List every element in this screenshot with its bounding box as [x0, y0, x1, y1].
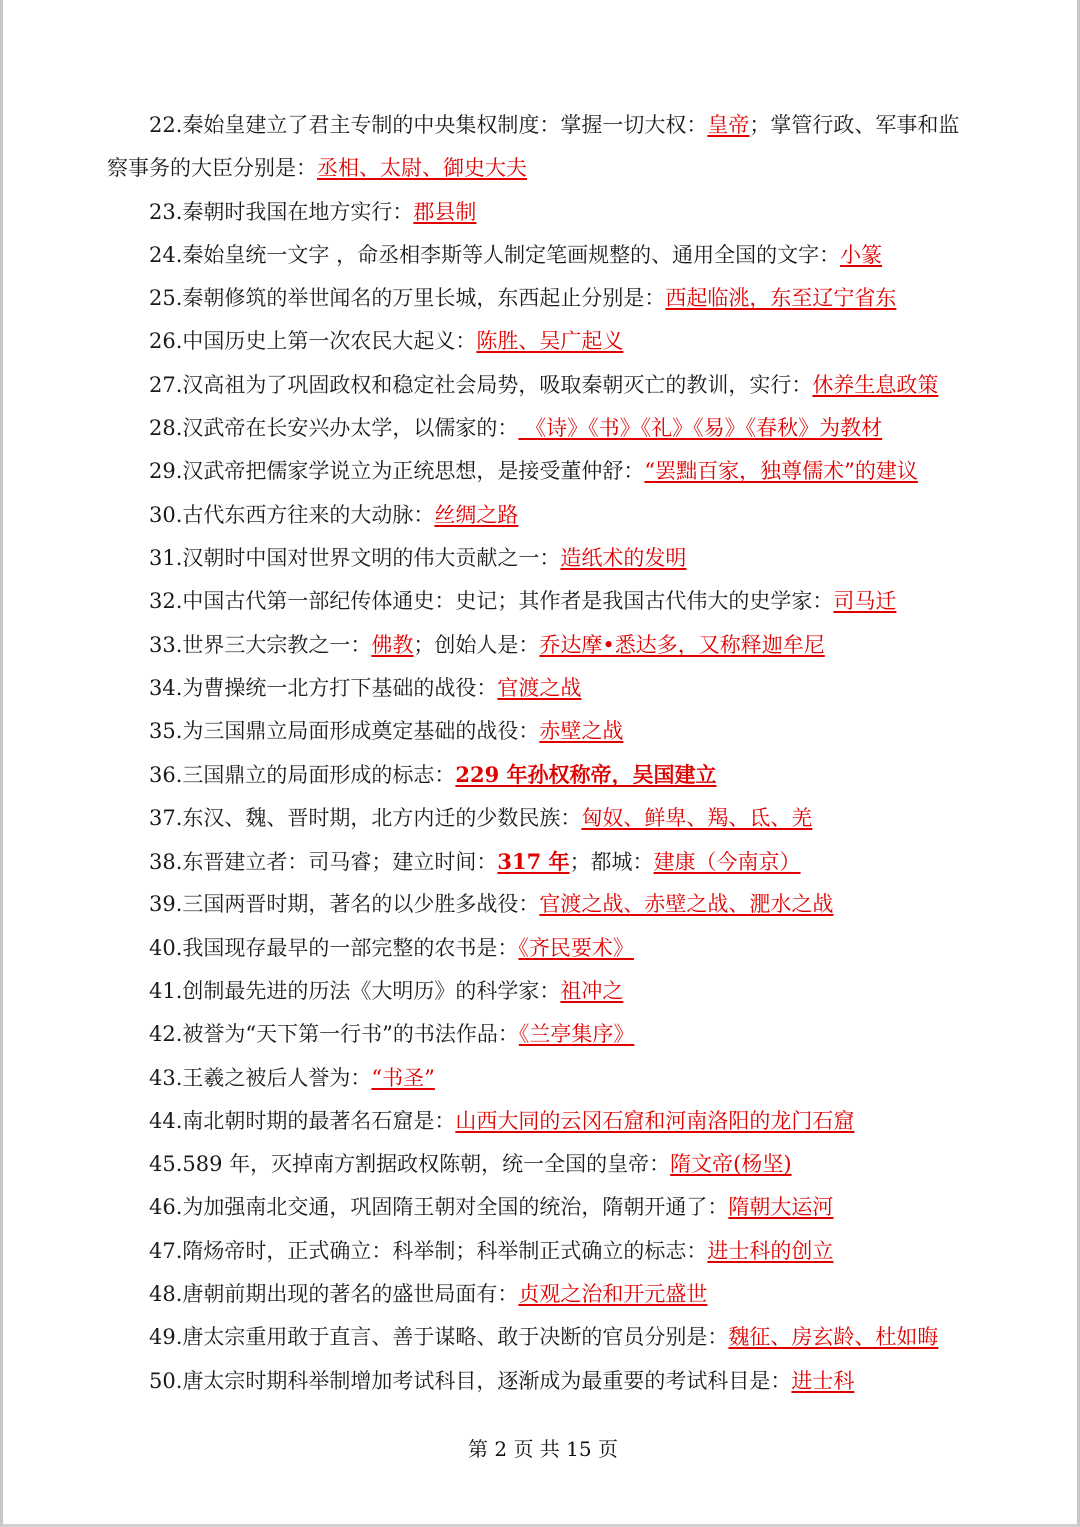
question-text: 23.秦朝时我国在地方实行： [149, 199, 414, 224]
answer-text: 司马迁 [833, 589, 897, 614]
question-text: ；创始人是： [413, 632, 540, 657]
question-line [107, 927, 987, 970]
question-text: 35.为三国鼎立局面形成奠定基础的战役： [149, 719, 540, 744]
answer-text: 贞观之治和开元盛世 [518, 1282, 708, 1307]
question-line [107, 1057, 987, 1100]
question-text: 48.唐朝前期出现的著名的盛世局面有： [149, 1282, 519, 1307]
question-text: 32.中国古代第一部纪传体通史：史记；其作者是我国古代伟大的史学家： [149, 589, 834, 614]
answer-text: 祖冲之 [560, 978, 624, 1003]
answer-text: 《诗》《书》《礼》《易》《春秋》为教材 [518, 416, 883, 441]
question-text: ；都城： [569, 850, 654, 875]
answer-text: 317 年 [497, 849, 570, 875]
answer-text: 官渡之战 [497, 675, 582, 700]
question-line [107, 191, 987, 234]
answer-text: 进士科的创立 [707, 1238, 834, 1263]
question-line [107, 970, 987, 1013]
question-text: 31.汉朝时中国对世界文明的伟大贡献之一： [149, 545, 561, 570]
question-line [107, 797, 987, 840]
question-text: 24.秦始皇统一文字 ，命丞相李斯等人制定笔画规整的、通用全国的文字： [149, 242, 841, 267]
answer-text: 进士科 [791, 1368, 855, 1393]
question-line [107, 580, 987, 623]
answer-text: 匈奴、鲜卑、羯、氐、羌 [581, 805, 813, 830]
answer-text: 皇帝 [707, 113, 750, 137]
answer-text: 官渡之战、赤壁之战、淝水之战 [539, 892, 834, 917]
question-line [107, 320, 987, 363]
question-line [107, 624, 987, 667]
answer-text: 229 年孙权称帝，吴国建立 [455, 762, 717, 788]
answer-text: 乔达摩•悉达多，又称释迦牟尼 [539, 632, 825, 657]
question-text: 29.汉武帝把儒家学说立为正统思想，是接受董仲舒： [149, 459, 645, 484]
question-line [107, 104, 987, 147]
question-text: 27.汉高祖为了巩固政权和稳定社会局势，吸取秦朝灭亡的教训，实行： [149, 372, 813, 397]
question-line [107, 1186, 987, 1229]
question-text: 45.589 年，灭掉南方割据政权陈朝，统一全国的皇帝： [149, 1152, 671, 1177]
question-line [107, 407, 987, 450]
question-line [107, 710, 987, 753]
question-line [107, 494, 987, 537]
answer-text: 《齐民要术》 [518, 935, 634, 960]
answer-text: “罢黜百家，独尊儒术”的建议 [644, 459, 918, 484]
answer-text: 建康（今南京） [653, 850, 801, 875]
question-text: ；掌管行政、军事和监 [749, 113, 960, 137]
answer-text: 山西大同的云冈石窟和河南洛阳的龙门石窟 [455, 1108, 855, 1133]
question-line [107, 1360, 987, 1403]
question-line [107, 364, 987, 407]
question-text: 44.南北朝时期的最著名石窟是： [149, 1108, 456, 1133]
question-line [107, 234, 987, 277]
question-line [107, 667, 987, 710]
answer-text: 隋文帝(杨坚) [670, 1152, 792, 1177]
answer-text: “书圣” [371, 1065, 435, 1090]
page-footer: 第 2 页 共 15 页 [468, 1437, 618, 1461]
answer-text: 丞相、太尉、御史大夫 [317, 156, 527, 181]
question-line [107, 1230, 987, 1273]
answer-text: 造纸术的发明 [560, 545, 687, 570]
question-text: 28.汉武帝在长安兴办太学，以儒家的： [149, 416, 519, 441]
answer-text: 魏征、房玄龄、杜如晦 [728, 1325, 939, 1350]
question-line [107, 1273, 987, 1316]
question-line [107, 753, 987, 796]
question-text: 25.秦朝修筑的举世闻名的万里长城，东西起止分别是： [149, 286, 666, 311]
question-text: 38.东晋建立者：司马睿；建立时间： [149, 850, 498, 875]
question-text: 50.唐太宗时期科举制增加考试科目，逐渐成为最重要的考试科目是： [149, 1368, 792, 1393]
question-line [107, 883, 987, 926]
question-line [107, 147, 987, 190]
question-text: 47.隋炀帝时，正式确立：科举制；科举制正式确立的标志： [149, 1238, 708, 1263]
question-text: 46.为加强南北交通，巩固隋王朝对全国的统治，隋朝开通了： [149, 1195, 729, 1220]
answer-text: 陈胜、吴广起义 [476, 329, 624, 354]
answer-text: 隋朝大运河 [728, 1195, 834, 1220]
question-text: 43.王羲之被后人誉为： [149, 1065, 372, 1090]
question-line [107, 277, 987, 320]
question-text: 36.三国鼎立的局面形成的标志： [149, 763, 456, 788]
question-text: 37.东汉、魏、晋时期，北方内迁的少数民族： [149, 805, 582, 830]
answer-text: 郡县制 [413, 199, 477, 224]
question-text: 39.三国两晋时期，著名的以少胜多战役： [149, 892, 540, 917]
question-line [107, 1013, 987, 1056]
answer-text: 《兰亭集序》 [518, 1022, 635, 1047]
answer-text: 丝绸之路 [434, 502, 519, 527]
answer-text: 小篆 [840, 242, 883, 267]
question-line [107, 1316, 987, 1359]
question-text: 49.唐太宗重用敢于直言、善于谋略、敢于决断的官员分别是： [149, 1325, 729, 1350]
question-line [107, 1143, 987, 1186]
question-text: 40.我国现存最早的一部完整的农书是： [149, 935, 519, 960]
question-text: 察事务的大臣分别是： [107, 156, 317, 181]
question-text: 22.秦始皇建立了君主专制的中央集权制度：掌握一切大权： [149, 113, 708, 137]
question-text: 42.被誉为“天下第一行书”的书法作品： [149, 1022, 519, 1047]
answer-text: 西起临洮，东至辽宁省东 [665, 286, 897, 311]
question-text: 26.中国历史上第一次农民大起义： [149, 329, 477, 354]
answer-text: 佛教 [371, 632, 414, 657]
question-line [107, 840, 987, 883]
answer-text: 赤壁之战 [539, 719, 624, 744]
question-text: 41.创制最先进的历法《大明历》的科学家： [149, 978, 561, 1003]
question-list [107, 104, 987, 1403]
question-text: 33.世界三大宗教之一： [149, 632, 372, 657]
question-line [107, 450, 987, 493]
question-line [107, 1100, 987, 1143]
question-line [107, 537, 987, 580]
answer-text: 休养生息政策 [812, 372, 939, 397]
question-text: 34.为曹操统一北方打下基础的战役： [149, 675, 498, 700]
question-text: 30.古代东西方往来的大动脉： [149, 502, 435, 527]
